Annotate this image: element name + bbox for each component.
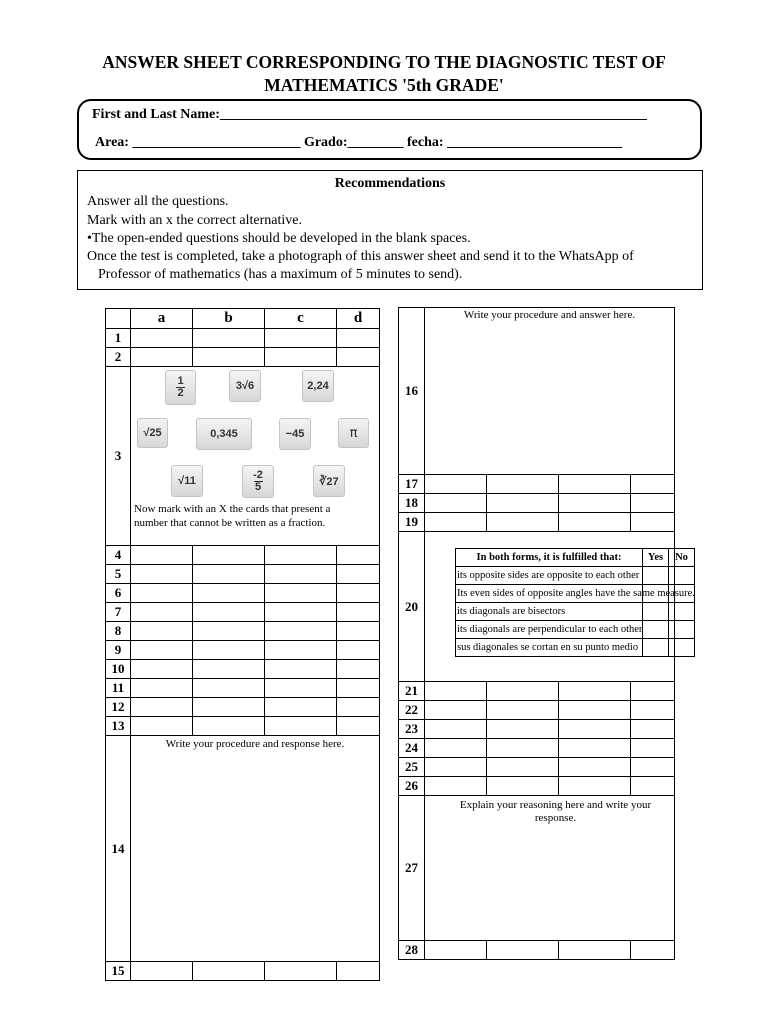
- card-neg-denominator: 5: [254, 481, 262, 493]
- q20-5-yes-cell[interactable]: [643, 639, 669, 657]
- page-title: [0, 51, 768, 97]
- q8-number: 8: [106, 622, 131, 641]
- q20-row: [399, 532, 675, 682]
- fecha-label: fecha:: [407, 135, 444, 150]
- q28-a-cell[interactable]: [425, 941, 487, 960]
- q26-c-cell[interactable]: [559, 777, 631, 796]
- table-row: [399, 777, 675, 796]
- q27-number: 27: [399, 796, 425, 941]
- q20-statement-1: its opposite sides are opposite to each other: [456, 567, 643, 585]
- q20-no-header: No: [669, 549, 695, 567]
- q16-instruction: Write your procedure and answer here.: [463, 309, 636, 321]
- q20-statement-4: its diagonals are perpendicular to each other: [456, 621, 643, 639]
- q24-c-cell[interactable]: [559, 739, 631, 758]
- left-answer-table: [105, 308, 380, 981]
- q10-number: 10: [106, 660, 131, 679]
- q11-number: 11: [106, 679, 131, 698]
- q24-b-cell[interactable]: [487, 739, 559, 758]
- q5-b-cell[interactable]: [193, 565, 265, 584]
- q6-a-cell[interactable]: [131, 584, 193, 603]
- q16-row: [399, 308, 675, 475]
- table-row: [399, 720, 675, 739]
- q20-statement-2: Its even sides of opposite angles have the same measure.: [456, 585, 643, 603]
- q10-d-cell[interactable]: [337, 660, 380, 679]
- recommendation-3: •The open-ended questions should be developed in the blank spaces.: [87, 230, 471, 246]
- q9-number: 9: [106, 641, 131, 660]
- recommendation-1: Answer all the questions.: [87, 194, 229, 210]
- card-zero-point-periodic-345[interactable]: 0,345: [196, 418, 252, 450]
- q20-cell: [425, 532, 695, 682]
- q1-b-cell[interactable]: [193, 329, 265, 348]
- q17-c-cell[interactable]: [559, 475, 631, 494]
- q8-a-cell[interactable]: [131, 622, 193, 641]
- q4-c-cell[interactable]: [265, 546, 337, 565]
- q19-c-cell[interactable]: [559, 513, 631, 532]
- q25-d-cell[interactable]: [631, 758, 675, 777]
- q19-d-cell[interactable]: [631, 513, 675, 532]
- table-row: [106, 717, 380, 736]
- grado-field[interactable]: ________: [347, 135, 404, 150]
- q17-a-cell[interactable]: [425, 475, 487, 494]
- q14-row: [106, 736, 380, 962]
- q23-d-cell[interactable]: [631, 720, 675, 739]
- card-cube-root-twenty-seven[interactable]: ∛27: [313, 465, 345, 497]
- q1-d-cell[interactable]: [337, 329, 380, 348]
- area-line[interactable]: [95, 135, 622, 151]
- q20-statement-5: sus diagonales se cortan en su punto medio: [456, 639, 643, 657]
- q9-a-cell[interactable]: [131, 641, 193, 660]
- q9-b-cell[interactable]: [193, 641, 265, 660]
- table-row: [399, 494, 675, 513]
- q15-a-cell[interactable]: [131, 962, 193, 981]
- q12-number: 12: [106, 698, 131, 717]
- table-row: [106, 641, 380, 660]
- list-item: [456, 567, 695, 585]
- table-row: [106, 679, 380, 698]
- area-label: Area:: [95, 135, 129, 150]
- q12-c-cell[interactable]: [265, 698, 337, 717]
- q22-b-cell[interactable]: [487, 701, 559, 720]
- q3-instruction: Now mark with an X the cards that present a number that cannot be written as a fraction.: [134, 503, 331, 529]
- q8-c-cell[interactable]: [265, 622, 337, 641]
- col-b: b: [193, 309, 265, 329]
- fecha-field[interactable]: _________________________: [443, 135, 623, 150]
- table-row: [399, 941, 675, 960]
- q6-number: 6: [106, 584, 131, 603]
- q3-cards-cell: [131, 367, 380, 546]
- name-field[interactable]: _____________________________________________________________: [219, 107, 647, 122]
- card-root-twenty-five[interactable]: √25: [137, 418, 168, 448]
- recommendation-2: Mark with an x the correct alternative.: [87, 212, 302, 228]
- q13-d-cell[interactable]: [337, 717, 380, 736]
- q2-b-cell[interactable]: [193, 348, 265, 367]
- q4-b-cell[interactable]: [193, 546, 265, 565]
- col-c: c: [265, 309, 337, 329]
- q14-number: 14: [106, 736, 131, 962]
- q15-d-cell[interactable]: [337, 962, 380, 981]
- q4-a-cell[interactable]: [131, 546, 193, 565]
- q13-b-cell[interactable]: [193, 717, 265, 736]
- q26-a-cell[interactable]: [425, 777, 487, 796]
- card-half-numerator: 1: [177, 375, 184, 387]
- q2-a-cell[interactable]: [131, 348, 193, 367]
- q18-b-cell[interactable]: [487, 494, 559, 513]
- q20-statement-3: its diagonals are bisectors: [456, 603, 643, 621]
- corner-cell: [106, 309, 131, 329]
- q6-c-cell[interactable]: [265, 584, 337, 603]
- q20-yes-header: Yes: [643, 549, 669, 567]
- q3-row: [106, 367, 380, 546]
- q26-d-cell[interactable]: [631, 777, 675, 796]
- q11-b-cell[interactable]: [193, 679, 265, 698]
- q26-b-cell[interactable]: [487, 777, 559, 796]
- q19-number: 19: [399, 513, 425, 532]
- q6-b-cell[interactable]: [193, 584, 265, 603]
- q16-number: 16: [399, 308, 425, 475]
- q6-d-cell[interactable]: [337, 584, 380, 603]
- table-row: [106, 622, 380, 641]
- q23-a-cell[interactable]: [425, 720, 487, 739]
- q14-answer-area[interactable]: [131, 736, 380, 962]
- q10-a-cell[interactable]: [131, 660, 193, 679]
- q1-number: 1: [106, 329, 131, 348]
- q28-b-cell[interactable]: [487, 941, 559, 960]
- header-row: [106, 309, 380, 329]
- q20-quadrilateral-table: [455, 548, 695, 657]
- list-item: [456, 603, 695, 621]
- card-half-denominator: 2: [177, 387, 184, 399]
- card-pi[interactable]: π: [338, 418, 369, 448]
- q15-c-cell[interactable]: [265, 962, 337, 981]
- q10-c-cell[interactable]: [265, 660, 337, 679]
- list-item: [456, 621, 695, 639]
- q24-a-cell[interactable]: [425, 739, 487, 758]
- q13-number: 13: [106, 717, 131, 736]
- table-row: [106, 603, 380, 622]
- q2-c-cell[interactable]: [265, 348, 337, 367]
- q7-c-cell[interactable]: [265, 603, 337, 622]
- q21-c-cell[interactable]: [559, 682, 631, 701]
- q21-number: 21: [399, 682, 425, 701]
- q26-number: 26: [399, 777, 425, 796]
- q17-number: 17: [399, 475, 425, 494]
- q20-number: 20: [399, 532, 425, 682]
- table-row: [106, 546, 380, 565]
- q8-d-cell[interactable]: [337, 622, 380, 641]
- q13-c-cell[interactable]: [265, 717, 337, 736]
- list-item: [456, 639, 695, 657]
- list-item: [456, 585, 695, 603]
- q15-b-cell[interactable]: [193, 962, 265, 981]
- q18-d-cell[interactable]: [631, 494, 675, 513]
- q20-3-yes-cell[interactable]: [643, 603, 669, 621]
- card-minus-forty-five[interactable]: −45: [279, 418, 311, 450]
- q20-4-yes-cell[interactable]: [643, 621, 669, 639]
- student-info-box: [77, 99, 702, 160]
- q12-b-cell[interactable]: [193, 698, 265, 717]
- q22-c-cell[interactable]: [559, 701, 631, 720]
- q4-number: 4: [106, 546, 131, 565]
- col-d: d: [337, 309, 380, 329]
- q5-d-cell[interactable]: [337, 565, 380, 584]
- q8-b-cell[interactable]: [193, 622, 265, 641]
- q7-d-cell[interactable]: [337, 603, 380, 622]
- table-row: [399, 513, 675, 532]
- q5-number: 5: [106, 565, 131, 584]
- q20-header: In both forms, it is fulfilled that:: [456, 549, 643, 567]
- q21-a-cell[interactable]: [425, 682, 487, 701]
- table-row: [106, 962, 380, 981]
- q23-c-cell[interactable]: [559, 720, 631, 739]
- q22-d-cell[interactable]: [631, 701, 675, 720]
- q5-c-cell[interactable]: [265, 565, 337, 584]
- table-row: [399, 475, 675, 494]
- q23-b-cell[interactable]: [487, 720, 559, 739]
- q10-b-cell[interactable]: [193, 660, 265, 679]
- q13-a-cell[interactable]: [131, 717, 193, 736]
- table-row: [399, 682, 675, 701]
- q14-instruction: Write your procedure and response here.: [165, 738, 345, 750]
- q25-c-cell[interactable]: [559, 758, 631, 777]
- q1-a-cell[interactable]: [131, 329, 193, 348]
- table-row: [399, 758, 675, 777]
- table-row: [106, 660, 380, 679]
- q28-number: 28: [399, 941, 425, 960]
- q7-number: 7: [106, 603, 131, 622]
- table-row: [106, 565, 380, 584]
- q16-answer-area[interactable]: [425, 308, 675, 475]
- q27-row: [399, 796, 675, 941]
- q4-d-cell[interactable]: [337, 546, 380, 565]
- table-row: [399, 739, 675, 758]
- grado-label: Grado:: [303, 135, 348, 150]
- table-row: [106, 329, 380, 348]
- table-row: [106, 348, 380, 367]
- card-three-root-six[interactable]: 3√6: [229, 370, 261, 402]
- recommendation-5: Professor of mathematics (has a maximum of 5 minutes to send).: [98, 267, 463, 283]
- card-two-point-twenty-four[interactable]: 2,24: [302, 370, 334, 402]
- q24-d-cell[interactable]: [631, 739, 675, 758]
- title-line-1: ANSWER SHEET CORRESPONDING TO THE DIAGNOSTIC TEST OF: [102, 52, 666, 72]
- q12-d-cell[interactable]: [337, 698, 380, 717]
- q27-answer-area[interactable]: [425, 796, 675, 941]
- table-row: [399, 701, 675, 720]
- q23-number: 23: [399, 720, 425, 739]
- q20-5-no-cell[interactable]: [669, 639, 695, 657]
- q20-1-no-cell[interactable]: [669, 567, 695, 585]
- recommendation-4: Once the test is completed, take a photograph of this answer sheet and send it to the WhatsApp of: [87, 249, 634, 265]
- q1-c-cell[interactable]: [265, 329, 337, 348]
- area-field[interactable]: ________________________: [128, 135, 301, 150]
- q25-b-cell[interactable]: [487, 758, 559, 777]
- q3-number: 3: [106, 367, 131, 546]
- q2-d-cell[interactable]: [337, 348, 380, 367]
- name-label: First and Last Name:: [92, 107, 220, 122]
- card-minus-two-fifths[interactable]: [242, 465, 274, 498]
- card-one-half[interactable]: [165, 370, 196, 405]
- q21-b-cell[interactable]: [487, 682, 559, 701]
- right-answer-table: [398, 307, 695, 960]
- q20-4-no-cell[interactable]: [669, 621, 695, 639]
- q22-a-cell[interactable]: [425, 701, 487, 720]
- q18-number: 18: [399, 494, 425, 513]
- q11-c-cell[interactable]: [265, 679, 337, 698]
- recommendations-box: [77, 170, 703, 290]
- q15-number: 15: [106, 962, 131, 981]
- q9-c-cell[interactable]: [265, 641, 337, 660]
- q21-d-cell[interactable]: [631, 682, 675, 701]
- table-row: [106, 584, 380, 603]
- q20-header-row: [456, 549, 695, 567]
- q17-b-cell[interactable]: [487, 475, 559, 494]
- q19-a-cell[interactable]: [425, 513, 487, 532]
- name-line[interactable]: [92, 107, 647, 123]
- recommendations-title: Recommendations: [334, 176, 446, 191]
- card-neg-numerator: -2: [253, 469, 263, 481]
- title-line-2: MATHEMATICS '5th GRADE': [264, 75, 504, 95]
- q9-d-cell[interactable]: [337, 641, 380, 660]
- q18-c-cell[interactable]: [559, 494, 631, 513]
- col-a: a: [131, 309, 193, 329]
- q28-d-cell[interactable]: [631, 941, 675, 960]
- q20-1-yes-cell[interactable]: [643, 567, 669, 585]
- q27-instruction: Explain your reasoning here and write your response.: [459, 799, 652, 824]
- q28-c-cell[interactable]: [559, 941, 631, 960]
- q7-a-cell[interactable]: [131, 603, 193, 622]
- q5-a-cell[interactable]: [131, 565, 193, 584]
- q2-number: 2: [106, 348, 131, 367]
- q11-d-cell[interactable]: [337, 679, 380, 698]
- q12-a-cell[interactable]: [131, 698, 193, 717]
- q17-d-cell[interactable]: [631, 475, 675, 494]
- q24-number: 24: [399, 739, 425, 758]
- q11-a-cell[interactable]: [131, 679, 193, 698]
- q25-a-cell[interactable]: [425, 758, 487, 777]
- q20-3-no-cell[interactable]: [669, 603, 695, 621]
- q19-b-cell[interactable]: [487, 513, 559, 532]
- q7-b-cell[interactable]: [193, 603, 265, 622]
- q22-number: 22: [399, 701, 425, 720]
- table-row: [106, 698, 380, 717]
- q25-number: 25: [399, 758, 425, 777]
- q18-a-cell[interactable]: [425, 494, 487, 513]
- card-root-eleven[interactable]: √11: [171, 465, 203, 497]
